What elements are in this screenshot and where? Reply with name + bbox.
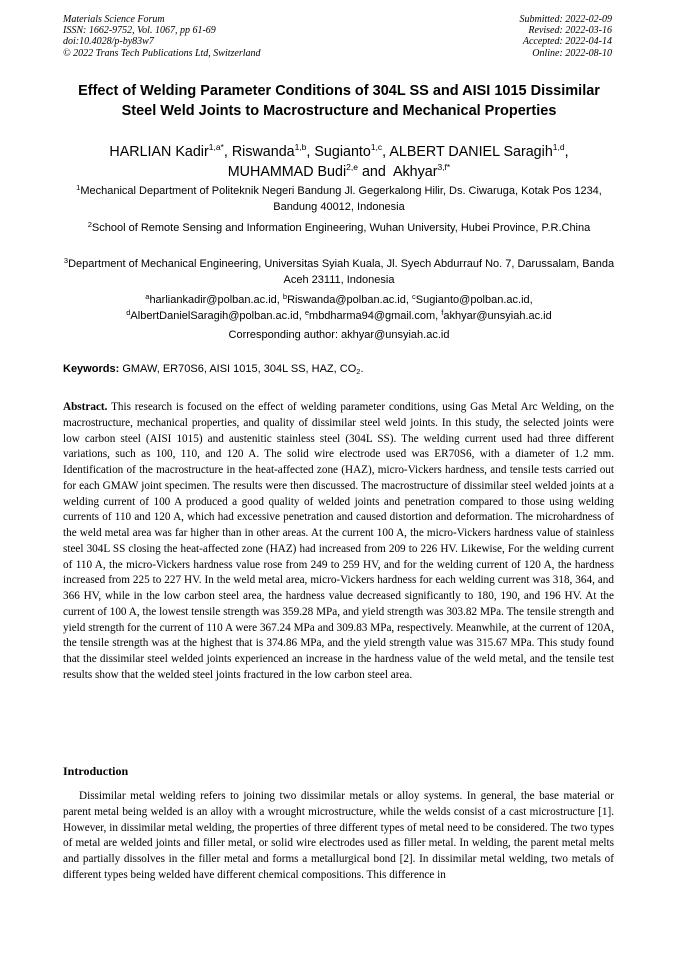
- author-sup: 1,c: [370, 142, 383, 152]
- affiliation-text: School of Remote Sensing and Information Engineering, Wuhan University, Hubei Province, P.R.China: [91, 222, 591, 234]
- email-link[interactable]: harliankadir@polban.ac.id,: [149, 294, 283, 306]
- email-sup: f: [441, 307, 444, 317]
- author-name: Sugianto: [314, 144, 371, 160]
- author-sup: 1,b: [294, 142, 307, 152]
- publication-dates: [520, 14, 613, 59]
- author: [314, 144, 389, 160]
- journal-name: Materials Science Forum: [63, 14, 165, 25]
- date-revised: Revised: 2022-03-16: [528, 25, 612, 37]
- affiliation-sup: 1: [76, 183, 81, 192]
- affiliation: [60, 257, 618, 288]
- author-separator: ,: [564, 144, 569, 160]
- affiliation: [60, 221, 618, 237]
- author-name: HARLIAN Kadir: [109, 144, 209, 160]
- author-separator: and: [357, 163, 390, 180]
- introduction-paragraph: Dissimilar metal welding refers to joining two dissimilar metals or alloy systems. In general, the base material or parent metal being welded is an alloy with a wrought microstructure, while the welds consist of a cast microstructure [1]. However, in dissimilar metal welding, the properties of three different types of metal need to be considered. The two types of metal are welded joints and filler metal, or solid wire electrodes used as filler metal. In welding, the parent metal melts and partially dissolves in the filler metal and forms a metallurgical bond [2]. In dissimilar metal welding, two metals of different types being welded have different chemical compositions. This difference in: [63, 790, 614, 881]
- email-link[interactable]: Sugianto@polban.ac.id,: [415, 294, 533, 306]
- author-sup: 2,e: [346, 161, 358, 172]
- journal-info: [63, 14, 261, 59]
- email-link[interactable]: Riswanda@polban.ac.id,: [287, 294, 412, 306]
- author-list: [60, 143, 618, 182]
- email-sup: b: [282, 292, 288, 301]
- keywords-subscript: 2: [356, 367, 361, 376]
- author-sup: 1,a*: [208, 142, 224, 152]
- keywords-label: Keywords:: [63, 363, 120, 375]
- keywords-text: GMAW, ER70S6, AISI 1015, 304L SS, HAZ, CO: [122, 363, 357, 375]
- abstract-text: This research is focused on the effect of welding parameter conditions, using Gas Metal Arc Welding, on the macrostructure, mechanical properties, and quality of dissimilar steel weld joints. In this study, the selected joints were low carbon steel (AISI 1015) and austenitic stainless steel (304L SS). The welding current used had three different variations, such as 100, 110, and 120 A. The solid wire electrode used was ER70S6, with a diameter of 1.2 mm. Identification of the macrostructure in the heat-affected zone (HAZ), micro-Vickers hardness, and tensile tests carried out for each GMAW joint specimen. The results were then discussed. The macrostructure of dissimilar steel welded joints at a welding current of 100 A produced a good quality of welded joints and penetration compared to those using welding currents of 110 and 120 A, which had excessive penetration and caused distortion and deformation. The microhardness of the weld metal area was far higher than in other areas. At the current 100 A, the micro-Vickers hardness value of stainless steel 304L SS closing the heat-affected zone (HAZ) had increased from 209 to 226 HV. Likewise, For the welding current of 110 A, the micro-Vickers hardness value rose from 249 to 259 HV, and for the welding current of 120 A, the hardness increased from 225 to 227 HV. In the weld metal area, micro-Vickers hardness for each welding current was 318, 364, and 366 HV, while in the low carbon steel area, the hardness value decreased significantly to 180, 190, and 196 HV. At the current of 100 A, the lowest tensile strength was 359.28 MPa, and yield strength was 303.82 MPa. The tensile strength and yield strength for the current of 110 A were 367.24 MPa and 309.83 MPa, respectively. Meanwhile, at the current of 120A, the tensile strength was at the highest that is 374.86 MPa, and the yield strength value was 315.67 MPa. This study found that the dissimilar steel welded joints experienced an increase in the hardness value of the weld metal, and the tensile test results show that the welded steel joints fractured in the low carbon steel area.: [63, 401, 614, 681]
- affiliation-sup: 2: [87, 220, 92, 229]
- section-heading: Introduction: [63, 764, 129, 778]
- keywords: [63, 362, 364, 377]
- author-sup: 3,f*: [437, 161, 451, 172]
- abstract: [63, 400, 614, 684]
- journal-copyright: © 2022 Trans Tech Publications Ltd, Switzerland: [63, 47, 261, 59]
- email-sup: a: [145, 292, 150, 301]
- author: [389, 144, 568, 160]
- affiliation: [60, 184, 618, 215]
- corresponding-author: Corresponding author: akhyar@unsyiah.ac.id: [228, 329, 450, 341]
- journal-doi[interactable]: doi:10.4028/p-by83w7: [63, 36, 154, 48]
- author-name: Riswanda: [231, 144, 295, 160]
- author: [392, 161, 451, 180]
- date-accepted: Accepted: 2022-04-14: [522, 36, 612, 48]
- paper-title: Effect of Welding Parameter Conditions of 304L SS and AISI 1015 Dissimilar Steel Weld Joints to Macrostructure and Mechanical Properties: [78, 83, 600, 119]
- date-submitted: Submitted: 2022-02-09: [519, 14, 612, 25]
- email-link[interactable]: akhyar@unsyiah.ac.id: [443, 309, 552, 322]
- email-sup: c: [411, 292, 416, 301]
- journal-issn: ISSN: 1662-9752, Vol. 1067, pp 61-69: [63, 25, 216, 37]
- author: [227, 161, 390, 180]
- author-sup: 1,d: [552, 142, 565, 152]
- email-sup: d: [126, 307, 131, 317]
- author-name: ALBERT DANIEL Saragih: [389, 144, 553, 160]
- affiliation-text: Mechanical Department of Politeknik Negeri Bandung Jl. Gegerkalong Hilir, Ds. Ciwaruga, Kotak Pos 1234, Bandung 40012, Indonesia: [80, 185, 602, 213]
- email-list: [60, 293, 618, 324]
- abstract-label: Abstract.: [63, 401, 108, 413]
- email-sup: e: [304, 307, 310, 317]
- date-online: Online: 2022-08-10: [532, 47, 612, 59]
- keywords-end: .: [360, 363, 364, 375]
- author: [232, 144, 315, 160]
- affiliation-text: Department of Mechanical Engineering, Universitas Syiah Kuala, Jl. Syech Abdurrauf No. 7, Darussalam, Banda Aceh 23111, Indonesia: [68, 258, 615, 286]
- email-link[interactable]: AlbertDanielSaragih@polban.ac.id,: [130, 309, 305, 322]
- affiliation-sup: 3: [63, 256, 69, 265]
- author-name: MUHAMMAD Budi: [227, 163, 347, 180]
- author-separator: ,: [306, 144, 315, 160]
- author-separator: ,: [223, 144, 232, 160]
- author-name: Akhyar: [392, 163, 438, 180]
- author-separator: ,: [382, 144, 390, 160]
- author: [109, 144, 231, 160]
- email-link[interactable]: mbdharma94@gmail.com,: [309, 309, 442, 322]
